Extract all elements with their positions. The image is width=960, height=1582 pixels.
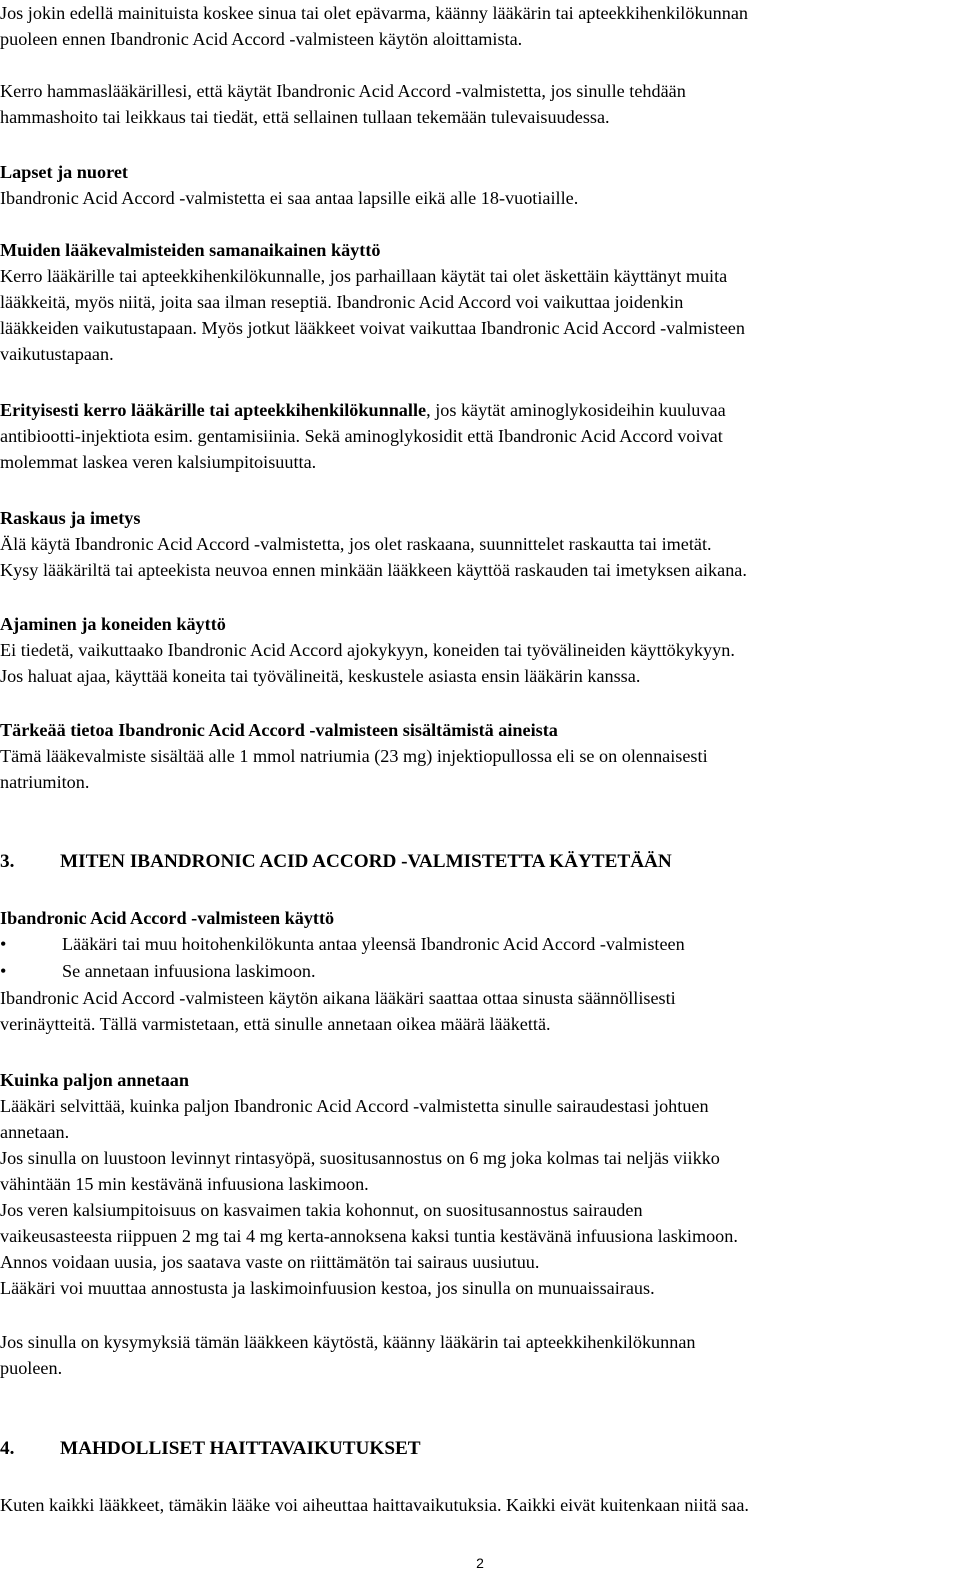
dose-line-2: annetaan. <box>0 1122 70 1142</box>
children-heading: Lapset ja nuoret <box>0 162 128 182</box>
use-heading: Ibandronic Acid Accord -valmisteen käyttö <box>0 908 335 928</box>
questions-line-2: puoleen. <box>0 1358 63 1378</box>
dose-line-4: vähintään 15 min kestävänä infuusiona laskimoon. <box>0 1174 369 1194</box>
driving-line-2: Jos haluat ajaa, käyttää koneita tai työvälineitä, keskustele asiasta ensin lääkärin kanssa. <box>0 666 641 686</box>
dose-line-6: vaikeusasteesta riippuen 2 mg tai 4 mg kerta-annoksena kaksi tuntia kestävänä infuusiona laskimoon. <box>0 1226 738 1246</box>
section-3-number: 3. <box>0 851 15 872</box>
other-meds-line-5-rest: , jos käytät aminoglykosideihin kuuluvaa <box>426 400 726 420</box>
driving-heading: Ajaminen ja koneiden käyttö <box>0 614 226 634</box>
contents-line-2: natriumiton. <box>0 772 90 792</box>
driving-line-1: Ei tiedetä, vaikuttaako Ibandronic Acid Accord ajokykyyn, koneiden tai työvälineiden käyttökykyyn. <box>0 640 735 660</box>
other-meds-emphasis: Erityisesti kerro lääkärille tai apteekkihenkilökunnalle <box>0 400 427 420</box>
other-meds-line-7: molemmat laskea veren kalsiumpitoisuutta. <box>0 452 317 472</box>
use-line-1: Ibandronic Acid Accord -valmisteen käytön aikana lääkäri saattaa ottaa sinusta säännöllisesti <box>0 988 676 1008</box>
bullet-icon: • <box>0 961 7 981</box>
other-meds-line-5 <box>0 397 726 423</box>
children-line-1: Ibandronic Acid Accord -valmistetta ei saa antaa lapsille eikä alle 18-vuotiaille. <box>0 188 579 208</box>
dose-line-3: Jos sinulla on luustoon levinnyt rintasyöpä, suositusannostus on 6 mg joka kolmas tai neljäs viikko <box>0 1148 720 1168</box>
dose-line-8: Lääkäri voi muuttaa annostusta ja laskimoinfuusion kestoa, jos sinulla on munuaissairaus. <box>0 1278 655 1298</box>
use-line-2: verinäytteitä. Tällä varmistetaan, että sinulle annetaan oikea määrä lääkettä. <box>0 1014 551 1034</box>
intro-line-1: Jos jokin edellä mainituista koskee sinua tai olet epävarma, käänny lääkärin tai apteekkihenkilökunnan <box>0 3 748 23</box>
dose-line-7: Annos voidaan uusia, jos saatava vaste on riittämätön tai sairaus uusiutuu. <box>0 1252 540 1272</box>
contents-heading: Tärkeää tietoa Ibandronic Acid Accord -valmisteen sisältämistä aineista <box>0 720 558 740</box>
pregnancy-line-1: Älä käytä Ibandronic Acid Accord -valmistetta, jos olet raskaana, suunnittelet raskautta tai imetät. <box>0 534 712 554</box>
dose-line-5: Jos veren kalsiumpitoisuus on kasvaimen takia kohonnut, on suositusannostus sairauden <box>0 1200 643 1220</box>
section-4-number: 4. <box>0 1438 15 1459</box>
section-3-heading <box>0 849 672 875</box>
bullet-icon: • <box>0 934 7 954</box>
other-meds-line-1: Kerro lääkärille tai apteekkihenkilökunnalle, jos parhaillaan käytät tai olet äskettäin käyttänyt muita <box>0 266 728 286</box>
bullet-text-2: Se annetaan infuusiona laskimoon. <box>62 961 316 981</box>
dose-heading: Kuinka paljon annetaan <box>0 1070 190 1090</box>
pregnancy-heading: Raskaus ja imetys <box>0 508 141 528</box>
section-4-line-1: Kuten kaikki lääkkeet, tämäkin lääke voi aiheuttaa haittavaikutuksia. Kaikki eivät kuitenkaan niitä saa. <box>0 1495 749 1515</box>
intro-line-2: puoleen ennen Ibandronic Acid Accord -valmisteen käytön aloittamista. <box>0 29 523 49</box>
section-4-heading <box>0 1436 421 1462</box>
page-number: 2 <box>476 1555 484 1571</box>
other-meds-line-4: vaikutustapaan. <box>0 344 114 364</box>
intro-line-3: Kerro hammaslääkärillesi, että käytät Ibandronic Acid Accord -valmistetta, jos sinulle tehdään <box>0 81 686 101</box>
bullet-item-1 <box>0 931 685 957</box>
other-meds-heading: Muiden lääkevalmisteiden samanaikainen käyttö <box>0 240 381 260</box>
intro-line-4: hammashoito tai leikkaus tai tiedät, että sellainen tullaan tekemään tulevaisuudessa. <box>0 107 610 127</box>
other-meds-line-6: antibiootti-injektiota esim. gentamisiinia. Sekä aminoglykosidit että Ibandronic Acid Accord voivat <box>0 426 723 446</box>
dose-line-1: Lääkäri selvittää, kuinka paljon Ibandronic Acid Accord -valmistetta sinulle sairaudestasi johtuen <box>0 1096 709 1116</box>
bullet-text-1: Lääkäri tai muu hoitohenkilökunta antaa yleensä Ibandronic Acid Accord -valmisteen <box>62 934 685 954</box>
questions-line-1: Jos sinulla on kysymyksiä tämän lääkkeen käytöstä, käänny lääkärin tai apteekkihenkilökunnan <box>0 1332 696 1352</box>
section-4-title: MAHDOLLISET HAITTAVAIKUTUKSET <box>60 1438 421 1459</box>
other-meds-line-2: lääkkeitä, myös niitä, joita saa ilman reseptiä. Ibandronic Acid Accord voi vaikuttaa joidenkin <box>0 292 684 312</box>
contents-line-1: Tämä lääkevalmiste sisältää alle 1 mmol natriumia (23 mg) injektiopullossa eli se on olennaisesti <box>0 746 708 766</box>
bullet-item-2 <box>0 958 316 984</box>
section-3-title: MITEN IBANDRONIC ACID ACCORD -VALMISTETTA KÄYTETÄÄN <box>60 851 672 872</box>
pregnancy-line-2: Kysy lääkäriltä tai apteekista neuvoa ennen minkään lääkkeen käyttöä raskauden tai imetyksen aikana. <box>0 560 747 580</box>
other-meds-line-3: lääkkeiden vaikutustapaan. Myös jotkut lääkkeet voivat vaikuttaa Ibandronic Acid Accord -valmisteen <box>0 318 745 338</box>
